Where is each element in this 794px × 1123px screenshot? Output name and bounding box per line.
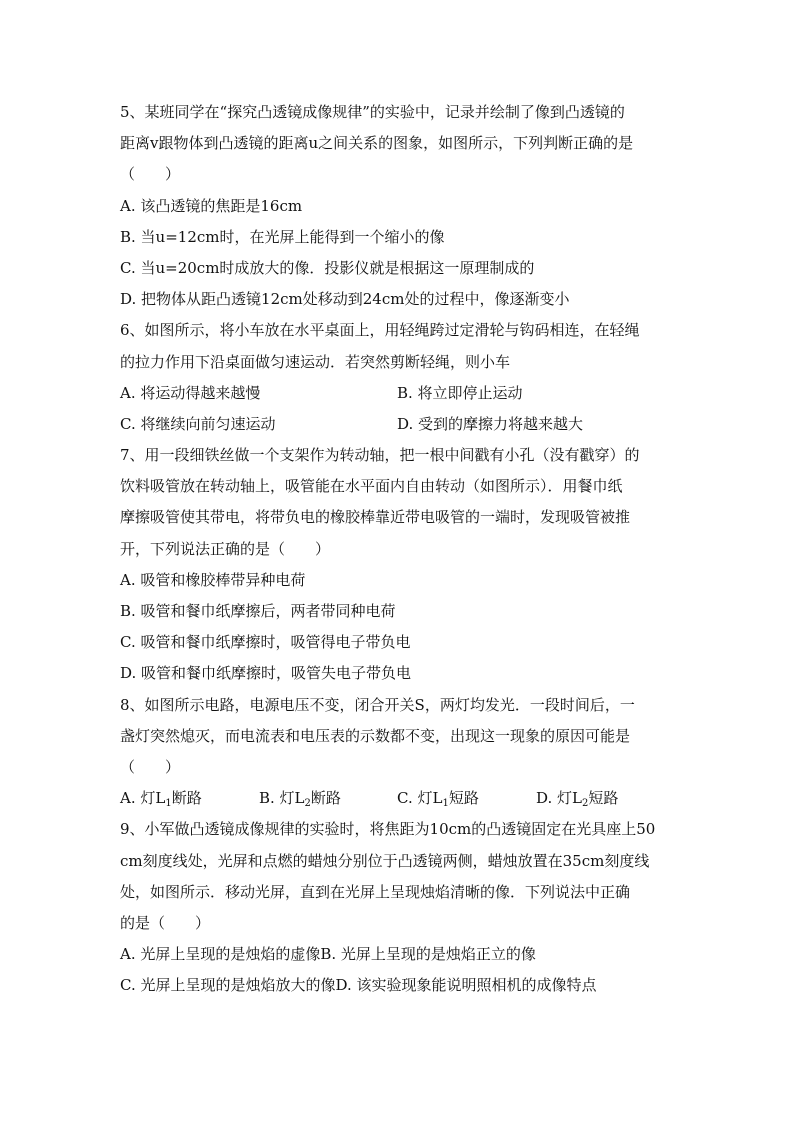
option-b: B. 将立即停止运动: [397, 383, 523, 402]
option-c: C. 灯$L_1$短路: [397, 789, 479, 810]
option-c: C. 吸管和餐巾纸摩擦时，吸管得电子带负电: [120, 633, 411, 652]
option-a: A. 吸管和橡胶棒带异种电荷: [120, 570, 306, 589]
question-stem-line: 6、如图所示，将小车放在水平桌面上，用轻绳跨过定滑轮与钩码相连，在轻绳: [120, 321, 640, 340]
option-row: [120, 783, 680, 814]
option-d: D. 受到的摩擦力将越来越大: [397, 414, 584, 433]
option-row: [120, 409, 680, 440]
option-c: C. 将继续向前匀速运动: [120, 414, 276, 433]
question-7: [120, 440, 680, 690]
option-a: A. 灯$L_1$断路: [120, 789, 202, 810]
option-b: B. 灯$L_2$断路: [259, 789, 341, 810]
question-stem-line: 的拉力作用下沿桌面做匀速运动．若突然剪断轻绳，则小车: [120, 352, 511, 371]
question-stem-line: cm刻度线处，光屏和点燃的蜡烛分别位于凸透镜两侧，蜡烛放置在35cm刻度线: [120, 851, 650, 870]
option-a: A. 该凸透镜的焦距是16cm: [120, 196, 303, 215]
question-stem-line: 盏灯突然熄灭，而电流表和电压表的示数都不变，出现这一现象的原因可能是: [120, 726, 631, 745]
question-stem-line: 摩擦吸管使其带电，将带负电的橡胶棒靠近带电吸管的一端时，发现吸管被推: [120, 508, 631, 527]
question-stem-line: 距离v跟物体到凸透镜的距离u之间关系的图象，如图所示，下列判断正确的是: [120, 134, 634, 153]
option-d: D. 吸管和餐巾纸摩擦时，吸管失电子带负电: [120, 664, 412, 683]
question-stem-line: （ ）: [120, 757, 181, 776]
option-a: A. 将运动得越来越慢: [120, 383, 261, 402]
option-row: [120, 378, 680, 409]
option-d: D. 把物体从距凸透镜12cm处移动到24cm处的过程中，像逐渐变小: [120, 290, 570, 309]
option-c: C. 当u=20cm时成放大的像．投影仪就是根据这一原理制成的: [120, 258, 535, 277]
question-stem-line: 处，如图所示．移动光屏，直到在光屏上呈现烛焰清晰的像．下列说法中正确: [120, 882, 631, 901]
question-stem-line: 8、如图所示电路，电源电压不变，闭合开关S，两灯均发光．一段时间后，一: [120, 695, 635, 714]
question-stem-line: 7、用一段细铁丝做一个支架作为转动轴，把一根中间戳有小孔（没有戳穿）的: [120, 446, 640, 465]
question-stem-line: 5、某班同学在“探究凸透镜成像规律”的实验中，记录并绘制了像到凸透镜的: [120, 103, 625, 121]
option-b: B. 当u=12cm时，在光屏上能得到一个缩小的像: [120, 227, 445, 246]
question-stem-line: 饮料吸管放在转动轴上，吸管能在水平面内自由转动（如图所示）．用餐巾纸: [120, 477, 623, 496]
question-5: [120, 97, 680, 315]
question-stem-line: 9、小军做凸透镜成像规律的实验时，将焦距为10cm的凸透镜固定在光具座上50: [120, 820, 656, 839]
option-b: B. 吸管和餐巾纸摩擦后，两者带同种电荷: [120, 602, 396, 620]
question-stem-line: 开，下列说法正确的是（ ）: [120, 539, 331, 558]
option-a-b: A. 光屏上呈现的是烛焰的虚像B. 光屏上呈现的是烛焰正立的像: [120, 945, 536, 964]
question-stem-line: （ ）: [120, 165, 181, 184]
question-8: [120, 690, 680, 815]
question-9: [120, 814, 680, 1001]
option-d: D. 灯$L_2$短路: [536, 789, 619, 810]
question-stem-line: 的是（ ）: [120, 913, 211, 932]
option-c-d: C. 光屏上呈现的是烛焰放大的像D. 该实验现象能说明照相机的成像特点: [120, 976, 597, 995]
question-6: [120, 315, 680, 440]
exam-page: [120, 97, 680, 1001]
